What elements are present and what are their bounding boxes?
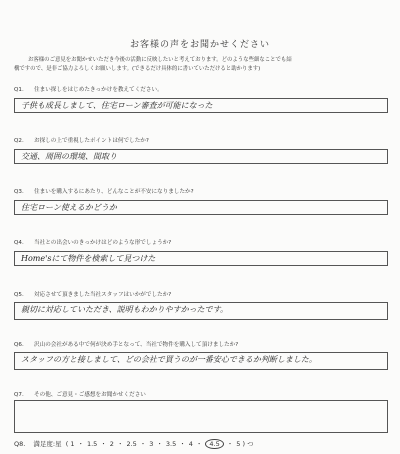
question-text: お探しの上で重視したポイントは何でしたか? <box>34 138 149 144</box>
rating-option: 2.5 <box>126 440 137 448</box>
rating-option: 5 <box>236 440 241 448</box>
rating-option: 2 <box>109 440 114 448</box>
rating-option: 3.5 <box>165 440 177 448</box>
answer-box-3 <box>14 200 388 215</box>
question-number: Q8. <box>14 440 26 448</box>
handwritten-answer: 交通、周囲の環境、間取り <box>21 152 117 161</box>
question-number: Q3. <box>14 189 24 195</box>
handwritten-answer: Home'sにて物件を検索して見つけた <box>21 254 156 263</box>
rating-close-paren: ) <box>242 440 246 448</box>
intro-line: 構ですので、是非ご協力よろしくお願いします。(できるだけ具体的に書いていただけると助かります) <box>14 66 261 72</box>
rating-separator: ・ <box>116 440 124 448</box>
question-3 <box>14 189 194 196</box>
answer-box-6 <box>14 352 388 370</box>
question-2 <box>14 138 149 145</box>
rating-option: 3 <box>149 440 154 448</box>
rating-option: 1.5 <box>86 440 98 448</box>
answer-box-5 <box>14 302 388 320</box>
question-text: 住まい探しをはじめたきっかけを教えてください。 <box>34 87 163 93</box>
question-number: Q4. <box>14 240 24 246</box>
question-text: 沢山の会社がある中で何が決め手となって、当社で物件を購入して頂けましたか? <box>34 342 239 348</box>
rating-option: 4 <box>188 440 193 448</box>
answer-box-1 <box>14 98 388 113</box>
answer-box-2 <box>14 149 388 164</box>
rating-label: 満足度:星 <box>33 440 62 448</box>
intro-line: お客様のご意見をお聞かせいただき今後の活動に反映したいと考えております。どのような些細なことでも結 <box>28 57 292 63</box>
question-number: Q1. <box>14 87 24 93</box>
answer-box-7 <box>14 400 388 433</box>
rating-separator: ・ <box>100 440 107 448</box>
rating-separator: ・ <box>226 440 234 448</box>
question-text: その他、ご意見・ご感想をお聞かせください <box>34 392 146 398</box>
intro-text <box>14 56 388 74</box>
rating-separator: ・ <box>77 440 84 448</box>
rating-option: 1 <box>70 440 75 448</box>
rating-separator: ・ <box>179 440 186 448</box>
rating-suffix: つ <box>247 440 254 448</box>
rating-open-paren: ( <box>65 440 69 448</box>
handwritten-answer: 親切に対応していただき、説明もわかりやすかったです。 <box>21 305 229 314</box>
question-6 <box>14 342 238 349</box>
question-number: Q2. <box>14 138 24 144</box>
question-number: Q6. <box>14 342 24 348</box>
question-1 <box>14 87 163 94</box>
handwritten-answer: 子供も成長しまして、住宅ローン審査が可能になった <box>21 101 213 110</box>
question-number: Q7. <box>14 392 24 398</box>
satisfaction-rating <box>14 439 254 449</box>
handwritten-answer: スタッフの方と接しまして、どの会社で買うのが一番安心できるか判断しました。 <box>21 355 317 364</box>
rating-options <box>70 440 240 448</box>
rating-separator: ・ <box>156 440 163 448</box>
question-4 <box>14 240 171 247</box>
rating-separator: ・ <box>139 440 147 448</box>
question-7 <box>14 392 146 399</box>
rating-option-selected: 4.5 <box>205 439 223 449</box>
question-text: 当社との出会いのきっかけはどのような形でしょうか? <box>34 240 172 246</box>
handwritten-answer: 住宅ローン使えるかどうか <box>21 203 117 212</box>
rating-separator: ・ <box>195 440 203 448</box>
page-title: お客様の声をお聞かせください <box>129 40 270 50</box>
question-5 <box>14 292 171 299</box>
question-text: 対応させて頂きました当社スタッフはいかがでしたか? <box>34 292 172 298</box>
answer-box-4 <box>14 251 388 266</box>
question-text: 住まいを購入するにあたり、どんなことが不安になりましたか? <box>34 189 194 195</box>
question-number: Q5. <box>14 292 24 298</box>
